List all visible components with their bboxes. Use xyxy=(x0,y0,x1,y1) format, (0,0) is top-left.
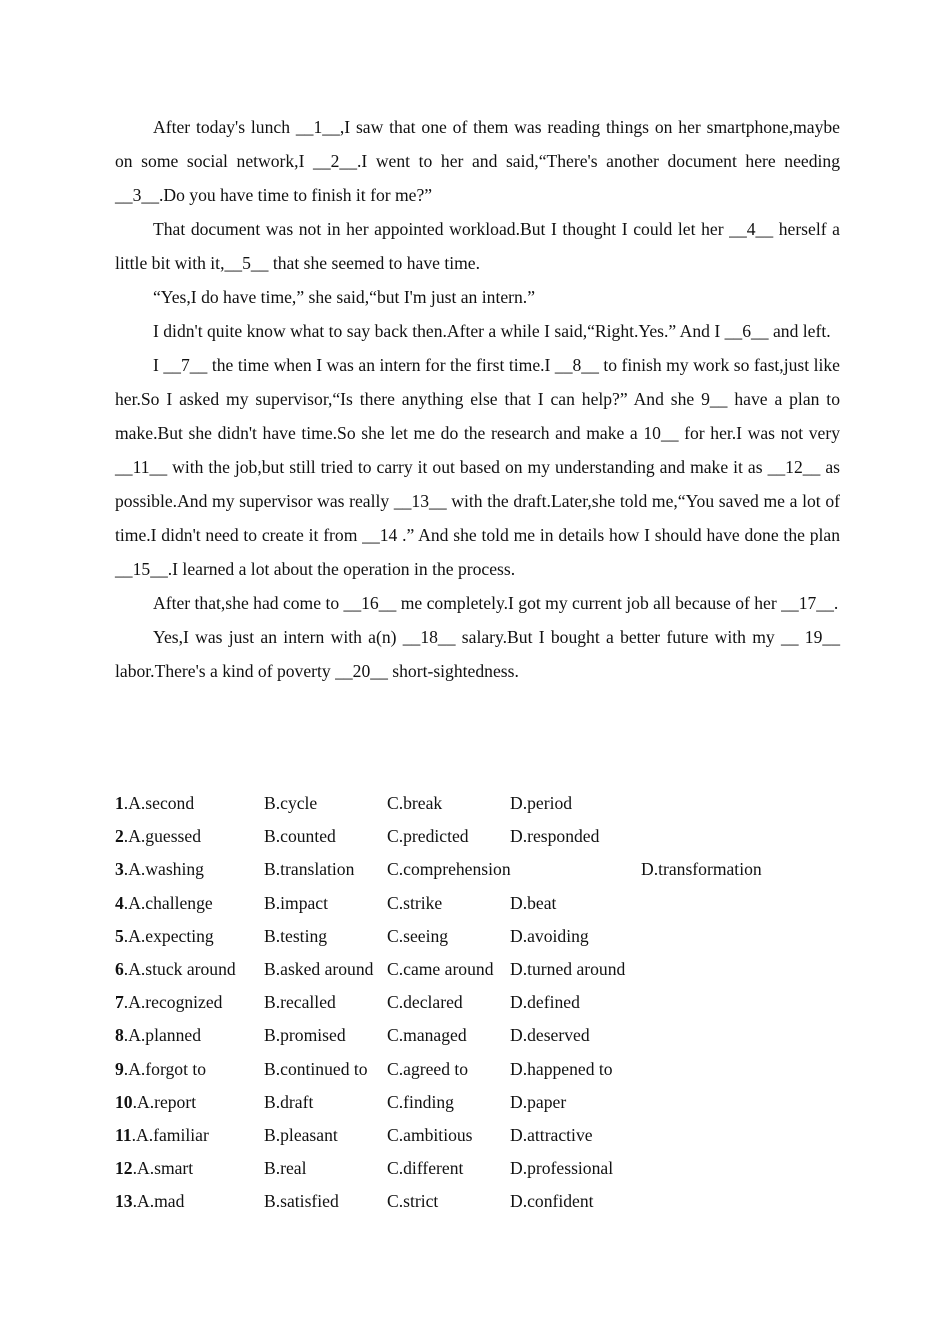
option-d: D.deserved xyxy=(510,1025,590,1046)
option-a xyxy=(115,953,236,986)
option-d: D.defined xyxy=(510,992,580,1013)
option-a xyxy=(115,1119,209,1152)
option-a-text: .A.smart xyxy=(132,1158,194,1179)
option-row xyxy=(115,887,875,920)
option-d: D.period xyxy=(510,793,573,813)
option-b: B.counted xyxy=(264,826,336,847)
option-a-text: .A.report xyxy=(132,1091,197,1112)
option-b: B.recalled xyxy=(264,992,336,1013)
option-row xyxy=(115,1119,875,1152)
option-d: D.confident xyxy=(510,1191,594,1212)
option-b: B.asked around xyxy=(264,958,374,979)
option-b: B.cycle xyxy=(264,793,318,813)
option-c: C.declared xyxy=(387,992,463,1013)
option-c: C.agreed to xyxy=(387,1058,469,1079)
option-c: C.came around xyxy=(387,958,494,979)
option-c: C.predicted xyxy=(387,826,469,847)
option-a xyxy=(115,820,201,853)
question-number: 3 xyxy=(115,859,124,880)
option-c: C.seeing xyxy=(387,925,449,946)
option-a xyxy=(115,1053,206,1086)
option-a-text: .A.challenge xyxy=(123,892,213,913)
option-a-text: .A.familiar xyxy=(131,1124,209,1145)
option-b: B.impact xyxy=(264,892,329,913)
option-a xyxy=(115,920,214,953)
question-number: 8 xyxy=(115,1025,124,1046)
option-row xyxy=(115,1019,875,1052)
passage-paragraph: After today's lunch __1__,I saw that one of them was reading things on her smartphone,maybe on some social network,I __2__.I went to her and said,“There's another document here needing __3__.Do you have time to finish it for me?” xyxy=(115,117,840,205)
question-number: 12 xyxy=(115,1158,133,1179)
option-a-text: .A.mad xyxy=(132,1191,185,1212)
option-b: B.promised xyxy=(264,1025,346,1046)
option-row xyxy=(115,820,875,853)
question-number: 1 xyxy=(115,793,124,813)
option-c: C.comprehension xyxy=(387,859,511,880)
option-a xyxy=(115,986,222,1019)
option-a-text: .A.planned xyxy=(123,1025,201,1046)
option-d: D.transformation xyxy=(641,859,762,880)
option-a xyxy=(115,1185,184,1218)
option-d: D.responded xyxy=(510,826,600,847)
cloze-passage xyxy=(115,110,840,688)
option-row xyxy=(115,853,875,886)
question-number: 4 xyxy=(115,892,124,913)
option-c: C.finding xyxy=(387,1091,454,1112)
option-d: D.beat xyxy=(510,892,557,913)
option-a-text: .A.second xyxy=(123,793,195,813)
option-c: C.strike xyxy=(387,892,443,913)
passage-paragraph: Yes,I was just an intern with a(n) __18__ salary.But I bought a better future with my __ 19__ labor.There's a kind of poverty __20__ short-sightedness. xyxy=(115,627,840,681)
option-c: C.different xyxy=(387,1158,464,1179)
question-number: 13 xyxy=(115,1191,133,1212)
option-a xyxy=(115,1152,193,1185)
option-a-text: .A.guessed xyxy=(123,826,202,847)
option-row xyxy=(115,787,875,820)
option-a-text: .A.stuck around xyxy=(123,958,236,979)
option-b: B.draft xyxy=(264,1091,314,1112)
option-row xyxy=(115,953,875,986)
option-row xyxy=(115,986,875,1019)
option-a xyxy=(115,853,204,886)
question-number: 2 xyxy=(115,826,124,847)
option-c: C.break xyxy=(387,793,443,813)
option-d: D.paper xyxy=(510,1091,567,1112)
option-a xyxy=(115,787,194,820)
option-d: D.avoiding xyxy=(510,925,589,946)
option-row xyxy=(115,1185,875,1218)
passage-paragraph: I __7__ the time when I was an intern for the first time.I __8__ to finish my work so fast,just like her.So I asked my supervisor,“Is there anything else that I can help?” And she 9__ have a plan to make.But she didn't have time.So she let me do the research and make a 10__ for her.I was not very __11__ with the job,but still tried to carry it out based on my understanding and make it as __12__ as possible.And my supervisor was really __13__ with the draft.Later,she told me,“You saved me a lot of time.I didn't need to create it from __14 .” And she told me in details how I should have done the plan __15__.I learned a lot about the operation in the process. xyxy=(115,355,840,579)
question-number: 5 xyxy=(115,925,124,946)
option-a xyxy=(115,1019,201,1052)
option-a-text: .A.recognized xyxy=(123,992,223,1013)
option-c: C.strict xyxy=(387,1191,439,1212)
option-b: B.pleasant xyxy=(264,1124,338,1145)
passage-paragraph: After that,she had come to __16__ me completely.I got my current job all because of her __17__. xyxy=(153,593,839,613)
question-number: 6 xyxy=(115,958,124,979)
option-row xyxy=(115,1053,875,1086)
option-row xyxy=(115,1152,875,1185)
option-a-text: .A.washing xyxy=(123,859,204,880)
question-number: 11 xyxy=(115,1124,132,1145)
option-a xyxy=(115,887,213,920)
option-d: D.happened to xyxy=(510,1058,613,1079)
option-a-text: .A.expecting xyxy=(123,925,214,946)
option-b: B.translation xyxy=(264,859,355,880)
option-d: D.turned around xyxy=(510,958,626,979)
option-b: B.testing xyxy=(264,925,328,946)
option-row xyxy=(115,920,875,953)
answer-options xyxy=(115,787,875,1218)
option-b: B.satisfied xyxy=(264,1191,339,1212)
option-b: B.continued to xyxy=(264,1058,368,1079)
option-row xyxy=(115,1086,875,1119)
passage-paragraph: I didn't quite know what to say back then.After a while I said,“Right.Yes.” And I __6__ and left. xyxy=(153,321,831,341)
question-number: 7 xyxy=(115,992,124,1013)
option-c: C.managed xyxy=(387,1025,467,1046)
question-number: 9 xyxy=(115,1058,124,1079)
passage-paragraph: “Yes,I do have time,” she said,“but I'm just an intern.” xyxy=(153,287,536,307)
option-d: D.professional xyxy=(510,1158,614,1179)
option-b: B.real xyxy=(264,1158,307,1179)
option-c: C.ambitious xyxy=(387,1124,473,1145)
option-a-text: .A.forgot to xyxy=(123,1058,207,1079)
passage-paragraph: That document was not in her appointed workload.But I thought I could let her __4__ herself a little bit with it,__5__ that she seemed to have time. xyxy=(115,219,840,273)
option-d: D.attractive xyxy=(510,1124,593,1145)
question-number: 10 xyxy=(115,1091,133,1112)
option-a xyxy=(115,1086,196,1119)
